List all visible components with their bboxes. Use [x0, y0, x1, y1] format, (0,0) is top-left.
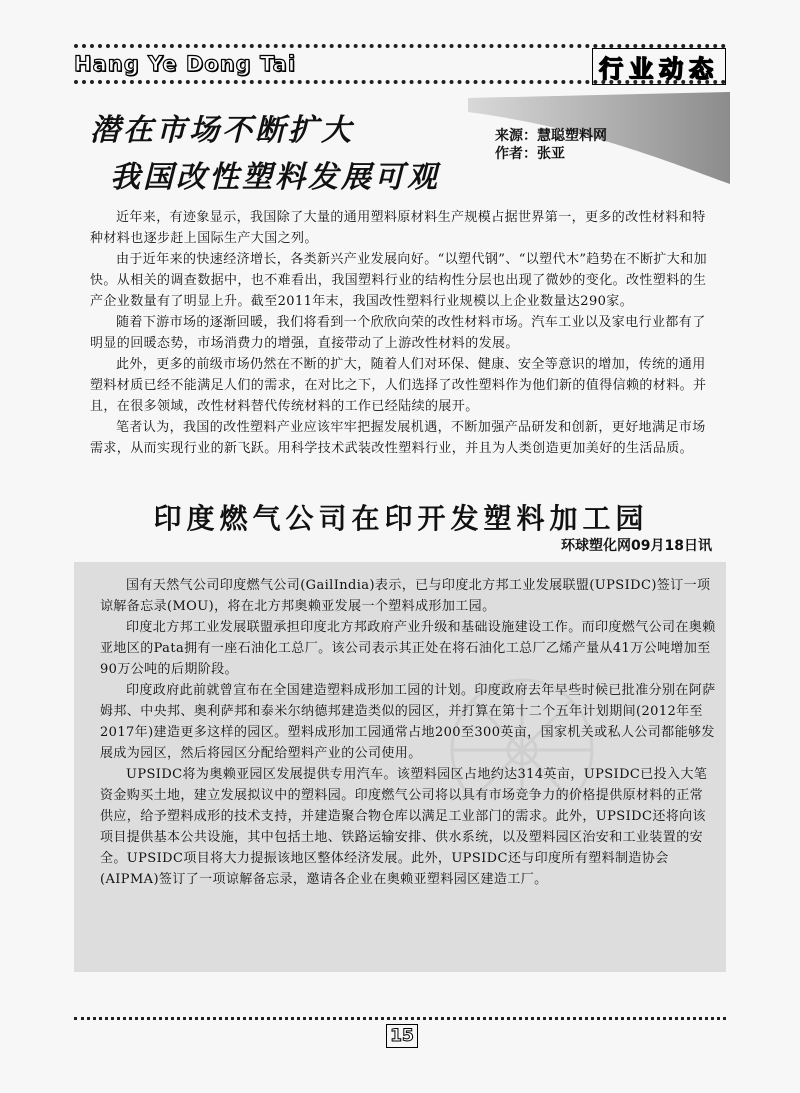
article1-paragraph: 笔者认为，我国的改性塑料产业应该牢牢把握发展机遇，不断加强产品研发和创新，更好地满足市场需求，从而实现行业的新飞跃。用科学技术武装改性塑料行业，并且为人类创造更加美好的生活品质。 [90, 420, 706, 456]
header-pinyin-title: Hang Ye Dong Tai [74, 52, 297, 76]
article1-author: 作者：张亚 [495, 146, 565, 162]
article2-title: 印度燃气公司在印开发塑料加工园 [153, 502, 649, 535]
article1-paragraph: 随着下游市场的逐渐回暖，我们将看到一个欣欣向荣的改性材料市场。汽车工业以及家电行业都有了明显的回暖态势，市场消费力的增强，直接带动了上游改性材料的发展。 [90, 315, 706, 351]
page-number: 15 [386, 1024, 418, 1048]
article1-title-line2: 我国改性塑料发展可观 [110, 160, 440, 195]
article2-dateline: 环球塑化网09月18日讯 [561, 538, 712, 554]
page-header [74, 52, 726, 83]
article1-meta [495, 127, 607, 163]
article1-body [90, 207, 712, 459]
article2-paragraph: UPSIDC将为奥赖亚园区发展提供专用汽车。该塑料园区占地约达314英亩，UPSIDC已投入大笔资金购买土地，建立发展拟议中的塑料园。印度燃气公司将以具有市场竞争力的价格提供原材料的正常供应，给予塑料成形的技术支持，并建造聚合物仓库以满足工业部门的需求。此外，UPSIDC还将向该项目提供基本公共设施，其中包括土地、铁路运输安排、供水系统，以及塑料园区治安和工业装置的安全。UPSIDC项目将大力提振该地区整体经济发展。此外，UPSIDC还与印度所有塑料制造协会(AIPMA)签订了一项谅解备忘录，邀请各企业在奥赖亚塑料园区建造工厂。 [100, 767, 708, 887]
article1-paragraph: 此外，更多的前级市场仍然在不断的扩大，随着人们对环保、健康、安全等意识的增加，传统的通用塑料材质已经不能满足人们的需求，在对比之下，人们选择了改性塑料作为他们新的值得信赖的材料。并且，在很多领域，改性材料替代传统材料的工作已经陆续的展开。 [90, 357, 707, 414]
article2-paragraph: 印度北方邦工业发展联盟承担印度北方邦政府产业升级和基础设施建设工作。而印度燃气公司在奥赖亚地区的Pata拥有一座石油化工总厂。该公司表示其正处在将石油化工总厂乙烯产量从41万公吨增加至90万公吨的后期阶段。 [100, 620, 716, 677]
article2-paragraph: 印度政府此前就曾宣布在全国建造塑料成形加工园的计划。印度政府去年早些时候已批准分别在阿萨姆邦、中央邦、奥利萨邦和泰米尔纳德邦建造类似的园区，并打算在第十二个五年计划期间(2012年至2017年)建造更多这样的园区。塑料成形加工园通常占地200至300英亩，国家机关或私人公司都能够发展成为园区，然后将园区分配给塑料产业的公司使用。 [100, 683, 716, 761]
article2-paragraph: 国有天然气公司印度燃气公司(GailIndia)表示，已与印度北方邦工业发展联盟(UPSIDC)签订一项谅解备忘录(MOU)，将在北方邦奥赖亚发展一个塑料成形加工园。 [100, 578, 711, 614]
article1-title-line1: 潜在市场不断扩大 [90, 113, 354, 148]
header-bottom-rule [74, 80, 726, 84]
article2-body [100, 575, 716, 890]
footer-rule [74, 1017, 726, 1020]
article1-source: 来源：慧聪塑料网 [495, 128, 607, 144]
article1-paragraph: 由于近年来的快速经济增长，各类新兴产业发展向好。“以塑代钢”、“以塑代木”趋势在不断扩大和加快。从相关的调查数据中，也不难看出，我国塑料行业的结构性分层也出现了微妙的变化。改性塑料的生产企业数量有了明显上升。截至2011年末，我国改性塑料行业规模以上企业数量达290家。 [90, 252, 707, 309]
article1-paragraph: 近年来，有迹象显示，我国除了大量的通用塑料原材料生产规模占据世界第一，更多的改性材料和特种材料也逐步赶上国际生产大国之列。 [90, 210, 706, 246]
header-section-title: 行业动态 [592, 48, 726, 85]
